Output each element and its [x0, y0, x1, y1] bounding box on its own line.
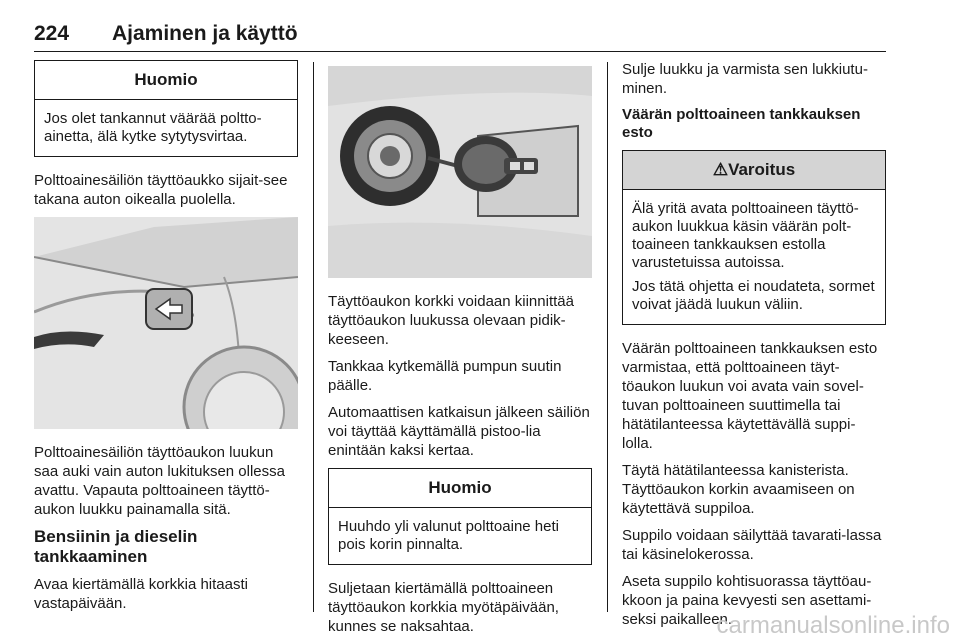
header-rule	[34, 51, 886, 52]
note-title: Huomio	[35, 61, 297, 100]
page-header	[34, 22, 886, 50]
note-title: Huomio	[329, 469, 591, 508]
paragraph: Suppilo voidaan säilyttää tavarati-lassa tai käsinelokerossa.	[622, 527, 882, 563]
paragraph: Sulje luukku ja varmista sen lukkiutu-minen.	[622, 61, 868, 97]
paragraph: Täyttöaukon korkki voidaan kiinnittää täyttöaukon luukussa olevaan pidik-keeseen.	[328, 293, 574, 348]
warning-text: Jos tätä ohjetta ei noudateta, sormet voivat jäädä luukun väliin.	[632, 278, 875, 313]
paragraph: Suljetaan kiertämällä polttoaineen täyttöaukon korkkia myötäpäivään, kunnes se naksahtaa.	[328, 580, 559, 635]
note-text: Jos olet tankannut väärää poltto-ainetta, älä kytke sytytysvirtaa.	[44, 110, 262, 145]
paragraph: Väärän polttoaineen tankkauksen esto varmistaa, että polttoaineen täyt-töaukon luukun voi avata vain sovel-tuvan polttoaineen suuttimella tai hätätilanteessa käytettävällä suppi-lolla.	[622, 340, 878, 452]
column-1	[34, 60, 298, 621]
note-text: Huuhdo yli valunut polttoaine heti pois korin pinnalta.	[338, 518, 559, 553]
note-box	[34, 60, 298, 157]
section-heading: Väärän polttoaineen tankkauksen esto	[622, 106, 861, 141]
car-rear-fuel-flap-illustration	[34, 217, 298, 429]
page-title: Ajaminen ja käyttö	[112, 22, 298, 45]
column-3	[622, 60, 886, 637]
paragraph: Täytä hätätilanteessa kanisterista. Täyttöaukon korkin avaamiseen on käytettävä suppiloa.	[622, 462, 855, 517]
warning-box	[622, 150, 886, 325]
paragraph: Avaa kiertämällä korkkia hitaasti vastapäivään.	[34, 576, 248, 612]
fuel-cap-holder-illustration	[328, 66, 592, 278]
section-heading: Bensiinin ja dieselin tankkaaminen	[34, 527, 198, 566]
paragraph: Polttoainesäiliön täyttöaukon luukun saa auki vain auton lukituksen ollessa avattu. Vapauta polttoaineen täyttö-aukon luukku painamalla sitä.	[34, 444, 285, 518]
paragraph: Tankkaa kytkemällä pumpun suutin päälle.	[328, 358, 562, 394]
note-box	[328, 468, 592, 565]
warning-icon: ⚠	[712, 160, 729, 179]
paragraph: Automaattisen katkaisun jälkeen säiliön voi täyttää käyttämällä pistoo-lia enintään kaksi kertaa.	[328, 404, 590, 459]
paragraph: Aseta suppilo kohtisuorassa täyttöau-kkoon ja paina kevyesti sen asettami-seksi paikalleen.	[622, 573, 872, 628]
page-number: 224	[34, 22, 70, 45]
warning-title-bar	[623, 151, 885, 190]
column-divider	[313, 62, 314, 612]
column-divider	[607, 62, 608, 612]
watermark: carmanualsonline.info	[716, 612, 950, 639]
warning-text: Älä yritä avata polttoaineen täyttö-aukon luukkua käsin väärän polt-toaineen tankkauksen estolla varustetuissa autoissa.	[632, 200, 859, 271]
paragraph: Polttoainesäiliön täyttöaukko sijait-see takana auton oikealla puolella.	[34, 172, 288, 208]
warning-title: Varoitus	[728, 160, 796, 179]
column-2	[328, 60, 592, 644]
